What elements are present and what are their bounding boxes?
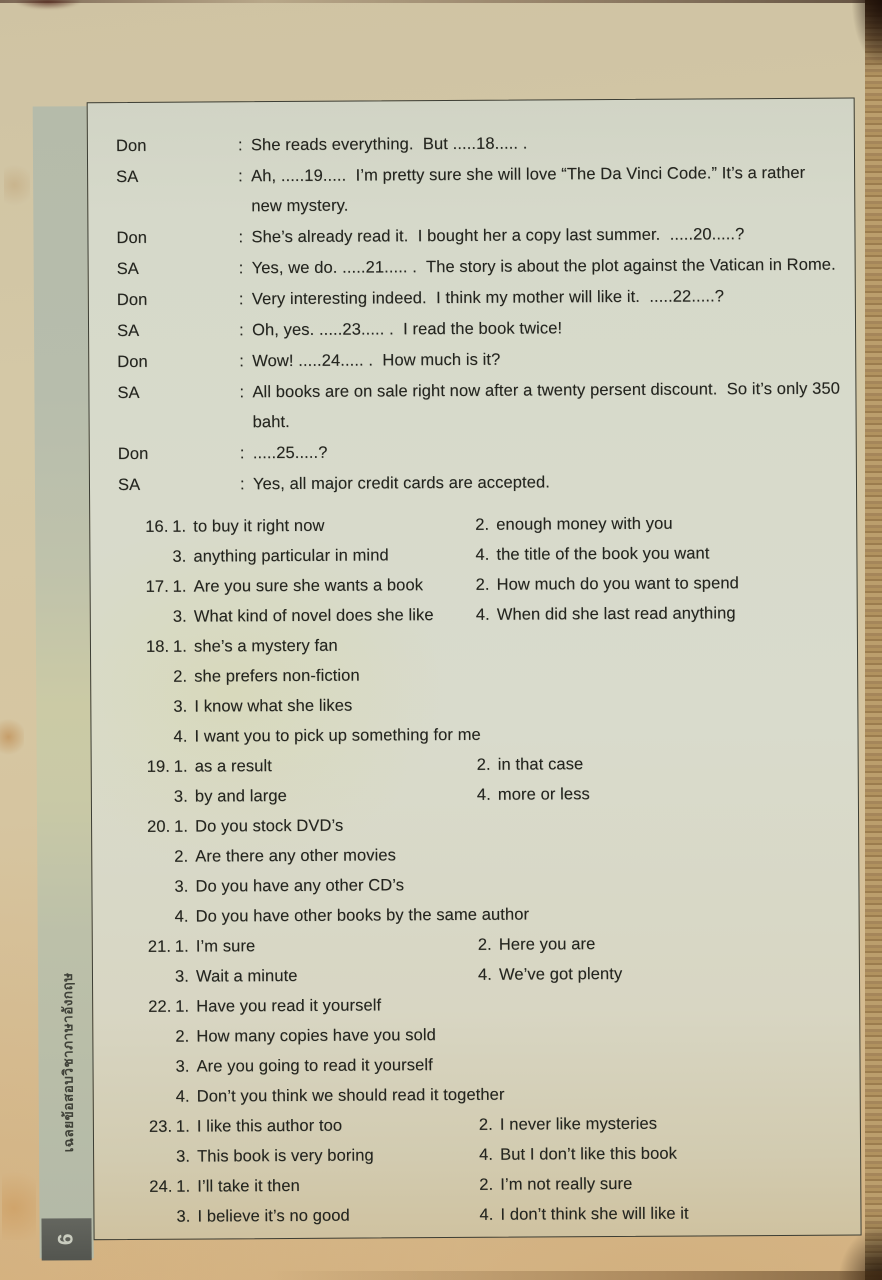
option-number: 3. [172,547,187,566]
dialogue-line [90,466,856,501]
choice-row [93,928,859,963]
content-frame [87,98,862,1241]
option-text: I never like mysteries [499,1114,658,1134]
speaker-label: Don [116,228,148,248]
speech-text: Very interesting indeed. I think my mother will like it. .....22.....? [251,287,725,309]
option-item [478,959,622,990]
option-item [174,781,287,812]
speech-text: She’s already read it. I bought her a copy last summer. .....20.....? [251,225,745,247]
option-text: What kind of novel does she like [193,606,434,626]
option-item [479,1199,688,1230]
option-text: Do you have any other CD’s [195,876,405,896]
speaker-label: Don [117,444,149,464]
option-number: 2. [475,575,490,594]
option-number: 4. [173,727,188,746]
option-text: How many copies have you sold [196,1026,436,1046]
option-text: Wait a minute [195,966,298,986]
option-item [173,691,352,722]
option-item [173,661,360,692]
option-item [476,568,739,600]
option-text: Don’t you think we should read it together [196,1085,505,1106]
choice-row [93,898,859,933]
speech-text: .....25.....? [252,443,328,463]
option-text: This book is very boring [197,1146,374,1166]
dialogue-line [88,158,854,223]
question-number: 17. [145,577,169,596]
option-item [175,931,256,961]
option-text: Here you are [498,935,596,954]
choice-row [92,868,858,903]
colon-separator: : [238,259,244,278]
option-number: 1. [175,1117,190,1136]
option-item [176,1201,350,1232]
question-number: 21. [147,937,172,956]
speaker-label: SA [116,259,139,279]
question-number: 19. [146,757,171,776]
colon-separator: : [238,321,244,340]
option-text: I know what she likes [194,696,353,716]
option-item [476,598,736,630]
option-item [173,600,434,632]
option-number: 3. [175,1057,190,1076]
choice-row [94,1138,860,1173]
option-number: 1. [172,637,187,656]
option-item [173,570,424,602]
option-item [174,840,396,871]
speech-text: Yes, all major credit cards are accepted. [252,473,551,494]
page-edge-shadow [0,1271,882,1280]
colon-separator: : [239,352,244,371]
option-item [176,1171,300,1202]
option-text: I’ll take it then [197,1176,300,1196]
option-number: 2. [479,1175,494,1194]
option-text: How much do you want to spend [496,574,739,594]
option-number: 4. [175,1087,190,1106]
option-number: 4. [476,785,491,804]
speaker-label: Don [115,136,147,156]
choice-row [90,508,856,543]
option-number: 3. [173,787,188,806]
option-number: 3. [176,1207,191,1226]
option-text: she prefers non-fiction [194,666,360,686]
option-item [176,1140,374,1171]
option-item [173,720,480,752]
option-text: she’s a mystery fan [193,636,338,656]
option-text: to buy it right now [193,516,325,536]
speaker-label: Don [117,352,148,372]
page-number-box [41,1218,91,1260]
option-item [475,509,673,540]
speaker-label: SA [116,321,140,341]
option-number: 3. [172,607,187,626]
choice-row [91,658,857,693]
option-item [475,538,709,569]
option-item [174,870,404,901]
dialogue-line [88,219,854,254]
page-corner-shadow [852,0,882,64]
option-item [479,1169,632,1200]
option-number: 1. [173,757,188,776]
colon-separator: : [239,444,245,463]
option-item [478,929,596,960]
option-number: 2. [476,755,491,774]
option-text: more or less [497,785,590,804]
option-item [173,631,338,662]
dialogue-line [89,281,855,316]
question-number: 16. [145,517,169,536]
colon-separator: : [238,167,243,186]
option-number: 3. [174,877,189,896]
colon-separator: : [237,136,243,155]
speech-text: Oh, yes. .....23..... . I read the book twice! [251,319,563,340]
choice-row [94,1078,860,1113]
option-number: 1. [172,517,187,536]
choice-row [91,718,857,753]
choice-row [93,1018,859,1053]
option-number: 2. [173,667,188,686]
option-number: 1. [174,817,189,836]
choice-row [92,778,858,813]
option-item [175,990,381,1021]
option-text: Are you sure she wants a book [193,576,424,596]
page-edge-texture [865,0,882,1280]
option-text: Are you going to read it yourself [196,1056,433,1076]
option-text: I’m sure [195,937,256,956]
option-text: I believe it’s no good [197,1206,350,1226]
speaker-label: Don [116,290,148,310]
dialogue-line [90,435,856,470]
option-text: enough money with you [496,514,673,534]
option-text: as a result [194,757,272,776]
option-item [176,1111,342,1142]
colon-separator: : [239,475,245,494]
colon-separator: : [239,383,245,402]
option-item [176,1080,505,1112]
option-number: 4. [477,965,493,984]
dialogue-line [89,250,855,285]
choice-row [91,628,857,663]
colon-separator: : [238,228,244,247]
choice-row [94,1168,860,1203]
speaker-label: SA [117,475,141,495]
option-text: I don’t think she will like it [500,1204,689,1224]
option-number: 4. [174,907,189,926]
choice-row [92,808,858,843]
speech-text: Yes, we do. .....21..... . The story is about the plot against the Vatican in Rome. [251,255,836,278]
choice-row [94,1198,860,1233]
option-number: 2. [478,1115,493,1134]
dialogue-line [89,343,855,378]
option-item [477,779,590,810]
dialogue-line [89,374,855,439]
choice-row [92,838,858,873]
option-text: by and large [194,786,287,806]
colon-separator: : [238,290,244,309]
option-text: Are there any other movies [195,846,397,866]
choice-row [92,748,858,783]
option-number: 3. [176,1147,191,1166]
dialogue-line [88,127,854,162]
option-text: But I don’t like this book [500,1144,678,1164]
dialogue-section [88,99,856,501]
choice-row [93,1048,859,1083]
option-text: We’ve got plenty [498,964,623,984]
speaker-label: SA [116,167,139,187]
question-number: 24. [149,1177,173,1196]
option-number: 3. [174,967,190,986]
option-text: Do you have other books by the same author [195,905,530,926]
question-number: 23. [148,1117,173,1136]
speech-text: All books are on sale right now after a twenty persent discount. So it’s only 350 baht. [252,379,841,432]
option-item [175,900,530,932]
option-number: 2. [175,1027,190,1046]
option-number: 1. [172,577,187,596]
option-text: the title of the book you want [496,544,710,564]
question-number: 22. [148,997,172,1016]
choice-row [91,688,857,723]
option-number: 1. [176,1177,191,1196]
option-number: 4. [479,1145,494,1164]
choice-row [91,598,857,633]
option-item [175,1050,432,1082]
option-item [479,1109,657,1140]
choice-row [91,568,857,603]
choice-row [93,958,859,993]
speech-text: Ah, .....19..... I’m pretty sure she will love “The Da Vinci Code.” It’s a rather new mystery. [251,163,806,216]
option-text: When did she last read anything [496,604,736,624]
option-text: in that case [497,755,584,774]
option-item [175,961,298,992]
option-number: 2. [477,935,492,954]
option-item [174,811,343,842]
option-number: 1. [175,997,190,1016]
option-number: 4. [479,1205,494,1224]
option-item [172,511,324,542]
choice-row [90,538,856,573]
option-text: I like this author too [196,1116,343,1136]
speech-text: She reads everything. But .....18..... . [250,134,528,155]
choice-row [93,988,859,1023]
option-item [174,751,272,782]
option-number: 4. [475,605,490,624]
option-number: 2. [174,847,189,866]
speaker-label: SA [117,383,140,403]
option-text: Have you read it yourself [196,996,382,1016]
option-item [479,1139,677,1170]
question-number: 18. [145,637,170,656]
dialogue-line [89,312,855,347]
option-number: 3. [173,697,188,716]
option-text: I’m not really sure [500,1174,633,1194]
choices-section [90,508,860,1233]
page-number: 6 [54,1233,78,1246]
option-number: 1. [174,937,189,956]
option-text: anything particular in mind [193,546,389,566]
question-number: 20. [147,817,171,836]
choice-row [94,1108,860,1143]
option-item [175,1020,436,1052]
option-number: 4. [475,545,490,564]
speech-text: Wow! .....24..... . How much is it? [252,350,501,371]
option-text: Do you stock DVD’s [195,816,344,836]
option-item [477,749,584,780]
sidebar-vertical-title: เฉลยข้อสอบวิชาภาษาอังกฤษ [59,972,77,1153]
option-number: 2. [475,515,490,534]
option-item [172,540,388,571]
option-text: I want you to pick up something for me [194,725,481,746]
